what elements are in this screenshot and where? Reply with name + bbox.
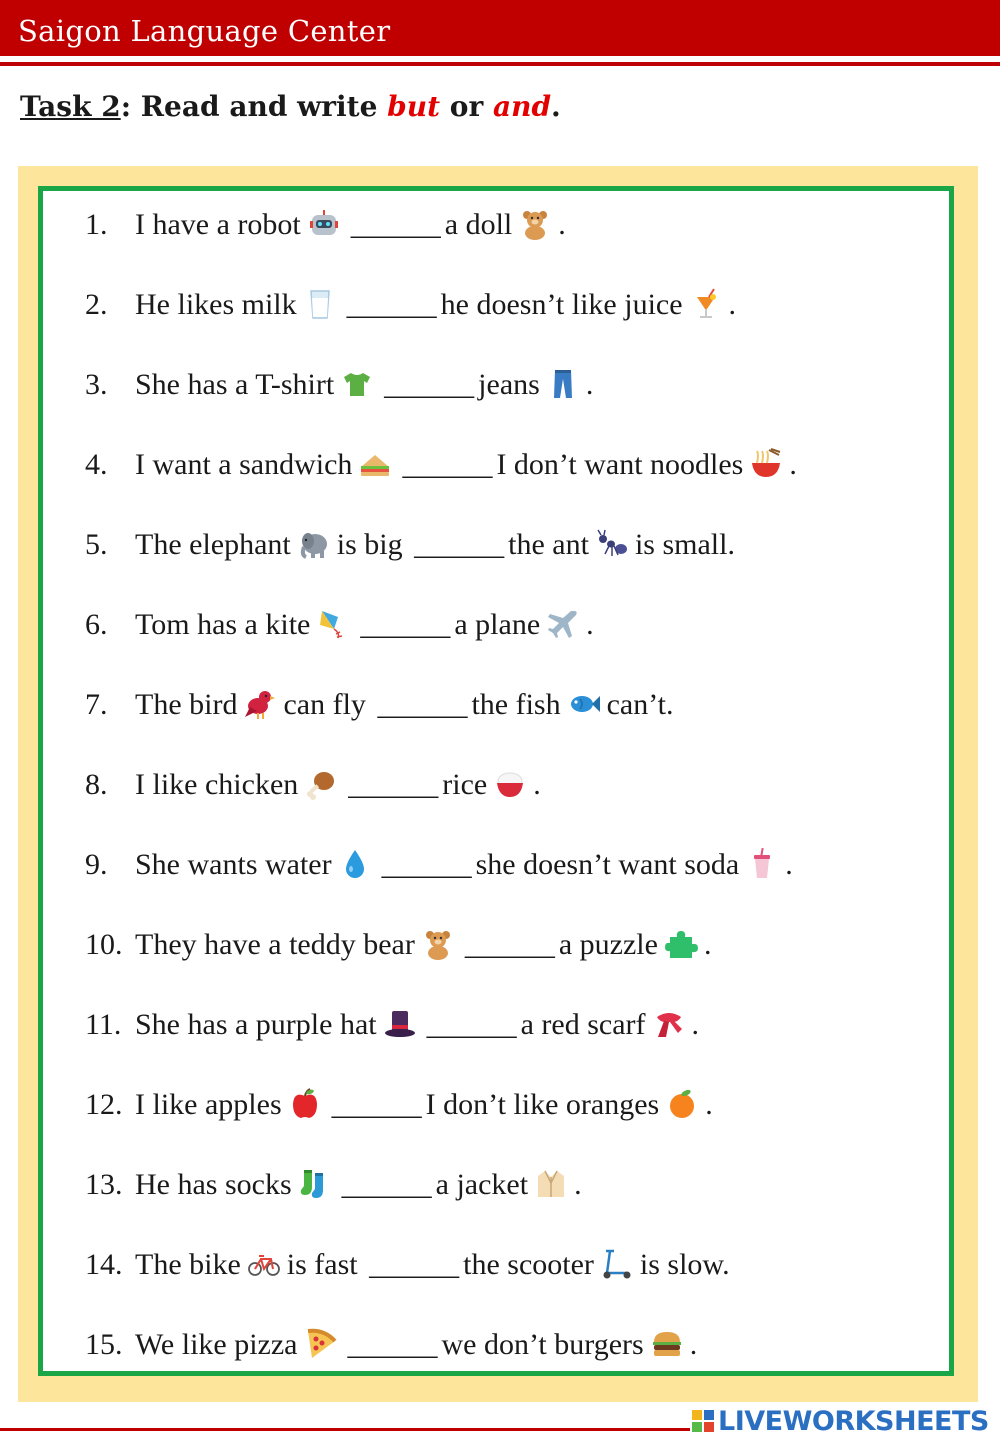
item-text-second: a red scarf [520, 1008, 646, 1041]
teddy-bear-icon [421, 927, 455, 961]
task-heading [20, 90, 561, 123]
answer-blank[interactable]: ______ [331, 1088, 422, 1121]
item-text-start: The elephant [135, 528, 291, 561]
exercise-item [85, 920, 711, 970]
plane-icon [546, 607, 580, 641]
item-text-middle: is fast [286, 1248, 358, 1281]
exercise-item [85, 200, 566, 250]
answer-blank[interactable]: ______ [350, 208, 441, 241]
robot-icon [307, 207, 341, 241]
item-number: 10. [85, 928, 123, 961]
answer-blank[interactable]: ______ [347, 1328, 438, 1361]
exercise-item [85, 680, 674, 730]
logo-text: LIVEWORKSHEETS [718, 1405, 989, 1437]
item-text-start: She has a T-shirt [135, 368, 335, 401]
answer-blank[interactable]: ______ [384, 368, 475, 401]
answer-blank[interactable]: ______ [381, 848, 472, 881]
answer-blank[interactable]: ______ [341, 1168, 432, 1201]
header-rule [0, 62, 1000, 66]
item-text-start: He has socks [135, 1168, 292, 1201]
kite-icon [316, 607, 350, 641]
item-text-start: The bike [135, 1248, 241, 1281]
elephant-icon [297, 527, 331, 561]
item-number: 7. [85, 688, 108, 721]
answer-blank[interactable]: ______ [369, 1248, 460, 1281]
item-number: 5. [85, 528, 108, 561]
item-text-second: the scooter [463, 1248, 594, 1281]
item-number: 1. [85, 208, 108, 241]
bird-icon [243, 687, 277, 721]
item-number: 11. [85, 1008, 122, 1041]
item-text-second: rice [442, 768, 488, 801]
task-instruction: : Read and write [120, 90, 388, 123]
teddy-bear-icon [518, 207, 552, 241]
item-text-second: a puzzle [558, 928, 658, 961]
item-text-second: the fish [471, 688, 561, 721]
answer-blank[interactable]: ______ [348, 768, 439, 801]
item-number: 15. [85, 1328, 123, 1361]
item-number: 4. [85, 448, 108, 481]
item-text-end: . [691, 1008, 700, 1041]
item-text-second: a doll [444, 208, 513, 241]
item-text-end: . [728, 288, 737, 321]
header-title: Saigon Language Center [18, 14, 391, 48]
item-text-end: . [585, 368, 594, 401]
item-text-second: the ant [508, 528, 589, 561]
item-text-start: She wants water [135, 848, 332, 881]
ant-icon [595, 527, 629, 561]
soda-cup-icon [745, 847, 779, 881]
fish-icon [567, 687, 601, 721]
water-drop-icon [338, 847, 372, 881]
keyword-and: and [492, 90, 552, 123]
answer-blank[interactable]: ______ [464, 928, 555, 961]
answer-blank[interactable]: ______ [402, 448, 493, 481]
item-text-start: She has a purple hat [135, 1008, 377, 1041]
keyword-but: but [387, 90, 441, 123]
item-text-start: I like apples [135, 1088, 282, 1121]
exercise-item [85, 600, 594, 650]
answer-blank[interactable]: ______ [360, 608, 451, 641]
task-label: Task 2 [20, 90, 121, 123]
item-number: 3. [85, 368, 108, 401]
exercise-item [85, 1240, 730, 1290]
socks-icon [298, 1167, 332, 1201]
exercise-item [85, 1320, 697, 1370]
scooter-icon [600, 1247, 634, 1281]
exercise-item [85, 280, 736, 330]
item-number: 12. [85, 1088, 123, 1121]
item-text-start: I like chicken [135, 768, 299, 801]
exercise-item [85, 760, 541, 810]
task-connector: or [440, 90, 493, 123]
item-text-second: jeans [478, 368, 540, 401]
scarf-icon [652, 1007, 686, 1041]
answer-blank[interactable]: ______ [426, 1008, 517, 1041]
exercise-item [85, 360, 593, 410]
liveworksheets-logo [692, 1406, 989, 1436]
item-number: 13. [85, 1168, 123, 1201]
item-text-end: . [705, 1088, 713, 1121]
item-text-end: . [689, 1328, 698, 1361]
t-shirt-icon [340, 367, 374, 401]
burger-icon [650, 1327, 684, 1361]
item-number: 14. [85, 1248, 123, 1281]
exercise-item [85, 520, 735, 570]
item-text-start: Tom has a kite [135, 608, 311, 641]
item-text-second: I don’t want noodles [496, 448, 744, 481]
item-text-second: I don’t like oranges [425, 1088, 660, 1121]
exercise-item [85, 1080, 713, 1130]
item-text-end: . [586, 608, 594, 641]
item-number: 8. [85, 768, 108, 801]
item-text-second: she doesn’t want soda [475, 848, 740, 881]
task-end: . [551, 90, 561, 123]
sandwich-icon [358, 447, 392, 481]
chicken-leg-icon [304, 767, 338, 801]
orange-icon [665, 1087, 699, 1121]
puzzle-piece-icon [664, 927, 698, 961]
answer-blank[interactable]: ______ [377, 688, 468, 721]
item-text-start: I want a sandwich [135, 448, 353, 481]
item-text-second: we don’t burgers [441, 1328, 644, 1361]
item-text-second: a jacket [435, 1168, 529, 1201]
item-number: 6. [85, 608, 108, 641]
answer-blank[interactable]: ______ [346, 288, 437, 321]
item-text-start: I have a robot [135, 208, 301, 241]
item-text-end: . [703, 928, 712, 961]
exercise-item [85, 440, 797, 490]
item-text-end: is small. [634, 528, 735, 561]
item-text-second: he doesn’t like juice [440, 288, 683, 321]
item-text-end: . [574, 1168, 582, 1201]
item-text-start: We like pizza [135, 1328, 298, 1361]
juice-icon [689, 287, 723, 321]
item-text-middle: is big [336, 528, 403, 561]
item-text-end: . [785, 848, 793, 881]
jacket-icon [534, 1167, 568, 1201]
item-text-start: He likes milk [135, 288, 297, 321]
noodles-icon [749, 447, 783, 481]
milk-glass-icon [303, 287, 337, 321]
pizza-icon [304, 1327, 338, 1361]
item-text-end: . [789, 448, 797, 481]
jeans-icon [546, 367, 580, 401]
exercise-item [85, 1160, 582, 1210]
item-text-second: a plane [454, 608, 541, 641]
footer-rule [0, 1428, 690, 1431]
exercise-item [85, 1000, 699, 1050]
item-number: 9. [85, 848, 108, 881]
exercise-item [85, 840, 793, 890]
item-text-end: . [533, 768, 541, 801]
rice-bowl-icon [493, 767, 527, 801]
bicycle-icon [247, 1247, 281, 1281]
item-text-end: is slow. [639, 1248, 730, 1281]
item-text-end: . [558, 208, 566, 241]
item-text-end: can’t. [606, 688, 674, 721]
header-band [0, 0, 1000, 56]
item-text-middle: can fly [283, 688, 366, 721]
item-text-start: The bird [135, 688, 238, 721]
top-hat-icon [383, 1007, 417, 1041]
item-number: 2. [85, 288, 108, 321]
apple-icon [288, 1087, 322, 1121]
logo-mark-icon [692, 1410, 714, 1432]
item-text-start: They have a teddy bear [135, 928, 415, 961]
answer-blank[interactable]: ______ [414, 528, 505, 561]
